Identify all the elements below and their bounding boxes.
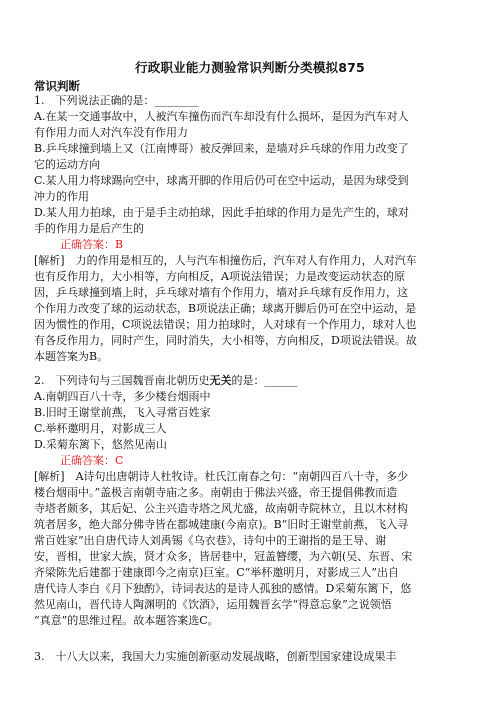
- question-1-option-a: A.在某一交通事故中，人被汽车撞伤而汽车却没有什么损坏，是因为汽车对人: [34, 110, 409, 123]
- question-1-analysis-line: 因，乒乓球撞到墙上时，乒乓球对墙有个作用力，墙对乒乓球有反作用力，这: [34, 286, 408, 299]
- question-1-option-d: D.某人用力拍球，由于是手主动拍球，因此手拍球的作用力是先产生的，球对: [34, 206, 409, 219]
- question-1-option-c: C.某人用力将球踢向空中，球离开脚的作用后仍可在空中运动，是因为球受到: [34, 174, 409, 187]
- question-1-analysis-line: [解析] 力的作用是相互的，人与汽车相撞伤后，汽车对人有作用力，人对汽车: [34, 254, 417, 267]
- question-1-analysis-line: 也有反作用力，大小相等，方向相反，A项说法错误；力是改变运动状态的原: [34, 270, 405, 283]
- question-1-analysis-line: 因为惯性的作用，C项说法错误；用力拍球时，人对球有一个作用力，球对人也: [34, 318, 417, 331]
- question-2-stem-emphasis: 无关: [209, 374, 232, 387]
- question-1-analysis-line: 本题答案为B。: [34, 350, 109, 363]
- question-1-option-c-cont: 冲力的作用: [34, 190, 89, 203]
- question-2-analysis-line: “真意”的思维过程。故本题答案选C。: [34, 614, 219, 627]
- question-2-analysis-line: 齐梁陈先后建都于建康即今之南京)巨室。C“举杯邀明月，对影成三人”出自: [34, 566, 399, 579]
- question-2-analysis-line: [解析] A诗句出唐朝诗人杜牧诗。杜氏江南春之句：“南朝四百八十寺，多少: [34, 470, 409, 483]
- document-title: 行政职业能力测验常识判断分类模拟875: [135, 60, 365, 75]
- question-2-option-a: A.南朝四百八十寺，多少楼台烟雨中: [34, 390, 211, 403]
- question-2-analysis-line: 安，晋相，世家大族，贤才众多，皆居巷中，冠盖簪缨，为六朝(吴、东晋、宋: [34, 550, 413, 563]
- question-2-stem-after: 的是：______: [231, 374, 298, 387]
- question-2-analysis-line: 常百姓家”出自唐代诗人刘禹锡《乌衣巷》，诗句中的王谢指的是王导、谢: [34, 534, 387, 547]
- question-2-analysis-line: 寺塔者颇多，其后妃、公主兴造寺塔之风尤盛，故南朝寺院林立，且以木材构: [34, 502, 408, 515]
- question-1-analysis-line: 有各反作用力，同时产生，同时消失，大小相等，方向相反，D项说法错误。故: [34, 334, 417, 347]
- question-3-stem: 3. 十八大以来，我国大力实施创新驱动发展战略，创新型国家建设成果丰: [34, 650, 397, 663]
- question-2-analysis-line: 楼台烟雨中。”盖极言南朝寺庙之多。南朝由于佛法兴盛，帝王提倡佛教而造: [34, 486, 398, 499]
- question-1-answer: 正确答案：B: [60, 238, 124, 251]
- question-1-option-b: B.乒乓球撞到墙上又（江南博哥）被反弹回来，是墙对乒乓球的作用力改变了: [34, 142, 409, 155]
- question-2-analysis-line: 然见南山，晋代诗人陶渊明的《饮酒》，运用魏晋玄学“得意忘象”之说领悟: [34, 598, 392, 611]
- question-1-option-b-cont: 它的运动方向: [34, 158, 100, 171]
- question-2-option-b: B.旧时王谢堂前燕，飞入寻常百姓家: [34, 406, 211, 419]
- question-2-analysis-line: 唐代诗人李白《月下独酌》，诗词表达的是诗人孤独的感情。D采菊东篱下，悠: [34, 582, 412, 595]
- question-1-option-a-cont: 有作用力而人对汽车没有作用力: [34, 126, 188, 139]
- question-2-option-d: D.采菊东篱下，悠然见南山: [34, 438, 167, 451]
- question-2-analysis-line: 筑者居多，绝大部分佛寺皆在都城建康(今南京)。B“旧时王谢堂前燕，飞入寻: [34, 518, 409, 531]
- question-2-stem-before: 2. 下列诗句与三国魏晋南北朝历史: [34, 374, 210, 387]
- question-2-answer: 正确答案：C: [60, 454, 124, 467]
- question-1-stem: 1. 下列说法正确的是：________: [34, 94, 199, 107]
- question-1-option-d-cont: 手的作用力是后产生的: [34, 222, 144, 235]
- question-2-stem: [34, 373, 470, 389]
- question-1-analysis-line: 个作用力改变了球的运动状态，B项说法正确；球离开脚后仍可在空中运动，是: [34, 302, 417, 315]
- section-heading: 常识判断: [34, 79, 80, 93]
- question-2-option-c: C.举杯邀明月，对影成三人: [34, 422, 167, 435]
